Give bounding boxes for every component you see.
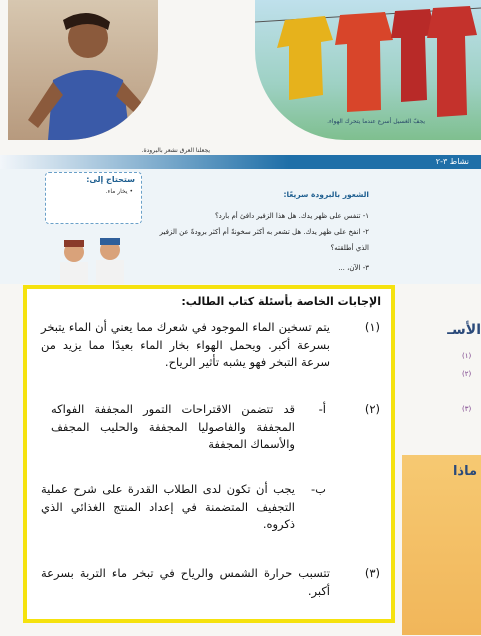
activity-heading: الشعور بالبرودة سريعًا: (283, 190, 369, 199)
activity-bar (0, 155, 481, 169)
answer-text: يجب أن تكون لدى الطلاب القدرة على شرح عملية التجفيف المتضمنة في إعداد المنتج الغذائي الذي ذكروه. (41, 482, 295, 531)
answer-number: (٢) (364, 402, 380, 416)
runner-photo (8, 0, 158, 140)
answer-text: تتسبب حرارة الشمس والرياح في تبخر ماء التربة بسرعة أكبر. (41, 566, 330, 598)
answers-title: الإجابات الخاصة بأسئلة كتاب الطالب: (181, 295, 381, 308)
answer-number: (٣) (364, 566, 380, 580)
runner-caption: يجعلنا العرق نشعر بالبرودة. (141, 147, 210, 154)
runner-illustration (8, 0, 158, 140)
activity-label: نشاط ٣-٢ (435, 157, 469, 166)
side-item-number: (٢) (462, 370, 472, 378)
side-item-number: (٣) (462, 405, 472, 413)
materials-item: • يخار ماء. (105, 188, 133, 195)
question-line: ٣- الآن، ... (338, 264, 369, 272)
answer-text: قد تتضمن الاقتراحات التمور المجففة الفواكه المجففة والفاصوليا المجففة والحليب المجفف والأسماك المجففة (51, 402, 295, 451)
answer-number: (١) (364, 320, 380, 334)
answer-subletter: ب- (311, 482, 326, 496)
side-heading: الأسـ (447, 322, 481, 338)
answer-text: يتم تسخين الماء الموجود في شعرك مما يعني أن الماء يتبخر بسرعة أكبر. ويحمل الهواء بخار الماء بعيدًا مما يزيد من سرعة التبخر فهو يشبه تأثير الرياح. (41, 320, 330, 369)
children-illustration (52, 232, 132, 284)
laundry-caption: يجفّ الغسيل أسرع عندما يتحرك الهواء. (327, 118, 425, 125)
answer-subletter: أ- (318, 402, 326, 416)
question-line: ٢- انفخ على ظهر يدك. هل تشعر به أكثر سخونةً أم أكثر برودةً عن الزفير (159, 228, 369, 236)
materials-title: ستحتاج إلى: (86, 175, 135, 184)
side-item-number: (١) (462, 352, 472, 360)
question-line: ١- تنفس على ظهر يدك. هل هذا الزفير دافئ أم بارد؟ (214, 212, 369, 220)
side-heading-2: ماذا (452, 464, 477, 479)
question-line: الذي أطلقته؟ (330, 244, 369, 252)
side-orange-panel (402, 455, 481, 635)
